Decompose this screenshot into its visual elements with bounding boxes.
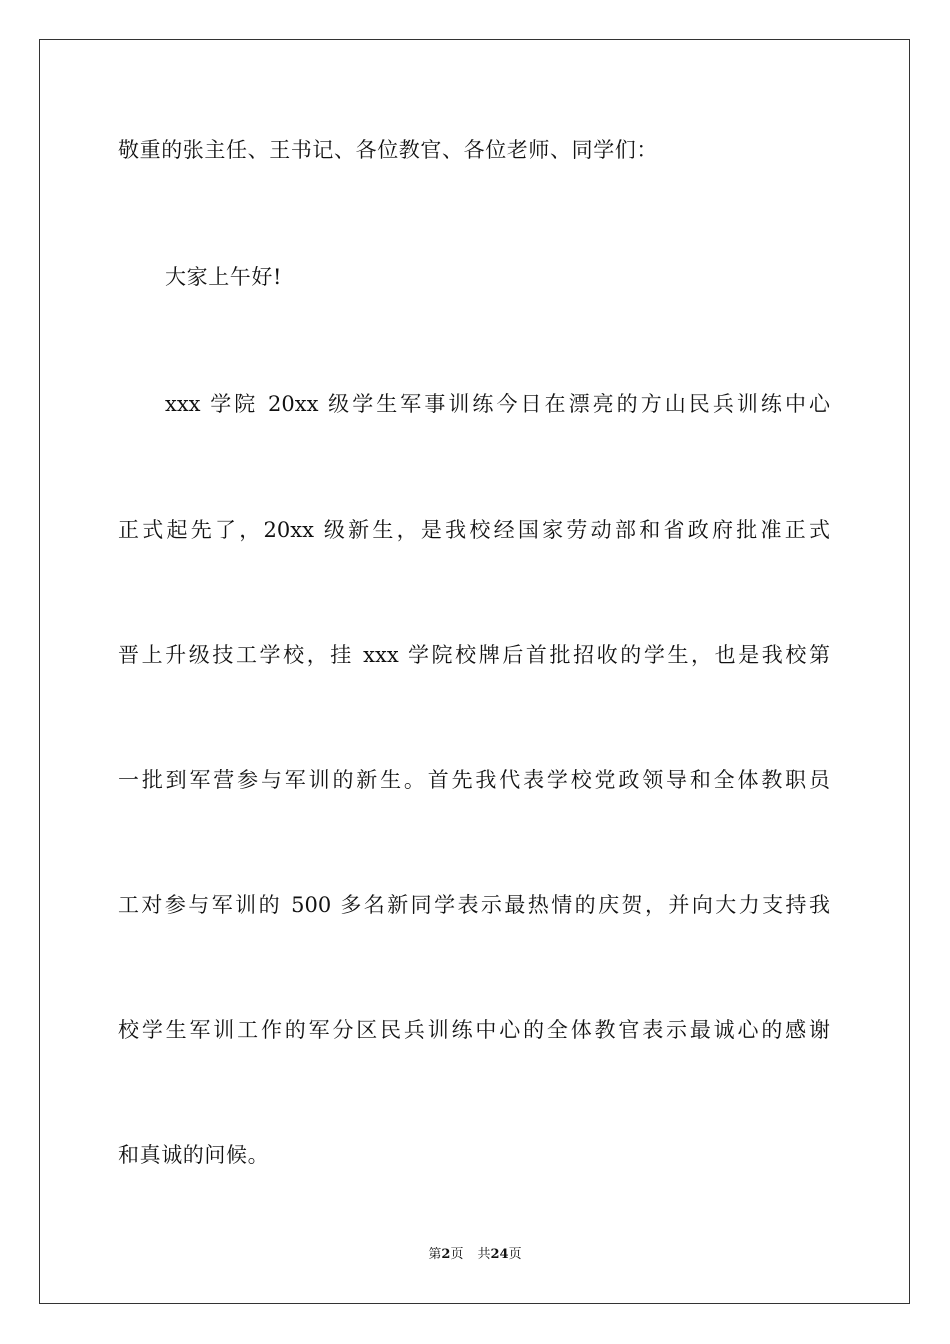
salutation-line: 敬重的张主任、王书记、各位教官、各位老师、同学们： <box>118 138 658 162</box>
paragraph-line-2: 正式起先了，20xx 级新生，是我校经国家劳动部和省政府批准正式 <box>118 518 830 542</box>
total-prefix: 共 <box>477 1247 491 1262</box>
paragraph-line-3: 晋上升级技工学校，挂 xxx 学院校牌后首批招收的学生，也是我校第 <box>118 643 830 667</box>
paragraph-line-6: 校学生军训工作的军分区民兵训练中心的全体教官表示最诚心的感谢 <box>118 1018 830 1042</box>
paragraph-line-1: xxx 学院 20xx 级学生军事训练今日在漂亮的方山民兵训练中心 <box>165 392 830 416</box>
paragraph-line-5: 工对参与军训的 500 多名新同学表示最热情的庆贺，并向大力支持我 <box>118 893 830 917</box>
page-prefix: 第 <box>428 1247 442 1262</box>
page-suffix: 页 <box>450 1247 464 1262</box>
total-pages: 24 <box>490 1247 509 1262</box>
paragraph-line-7: 和真诚的问候。 <box>118 1143 270 1167</box>
page-border <box>39 39 910 1304</box>
greeting-line: 大家上午好! <box>165 265 283 289</box>
total-suffix: 页 <box>508 1247 522 1262</box>
page-number: 2 <box>441 1247 451 1262</box>
paragraph-line-4: 一批到军营参与军训的新生。首先我代表学校党政领导和全体教职员 <box>118 768 830 792</box>
page-footer <box>0 1247 950 1263</box>
